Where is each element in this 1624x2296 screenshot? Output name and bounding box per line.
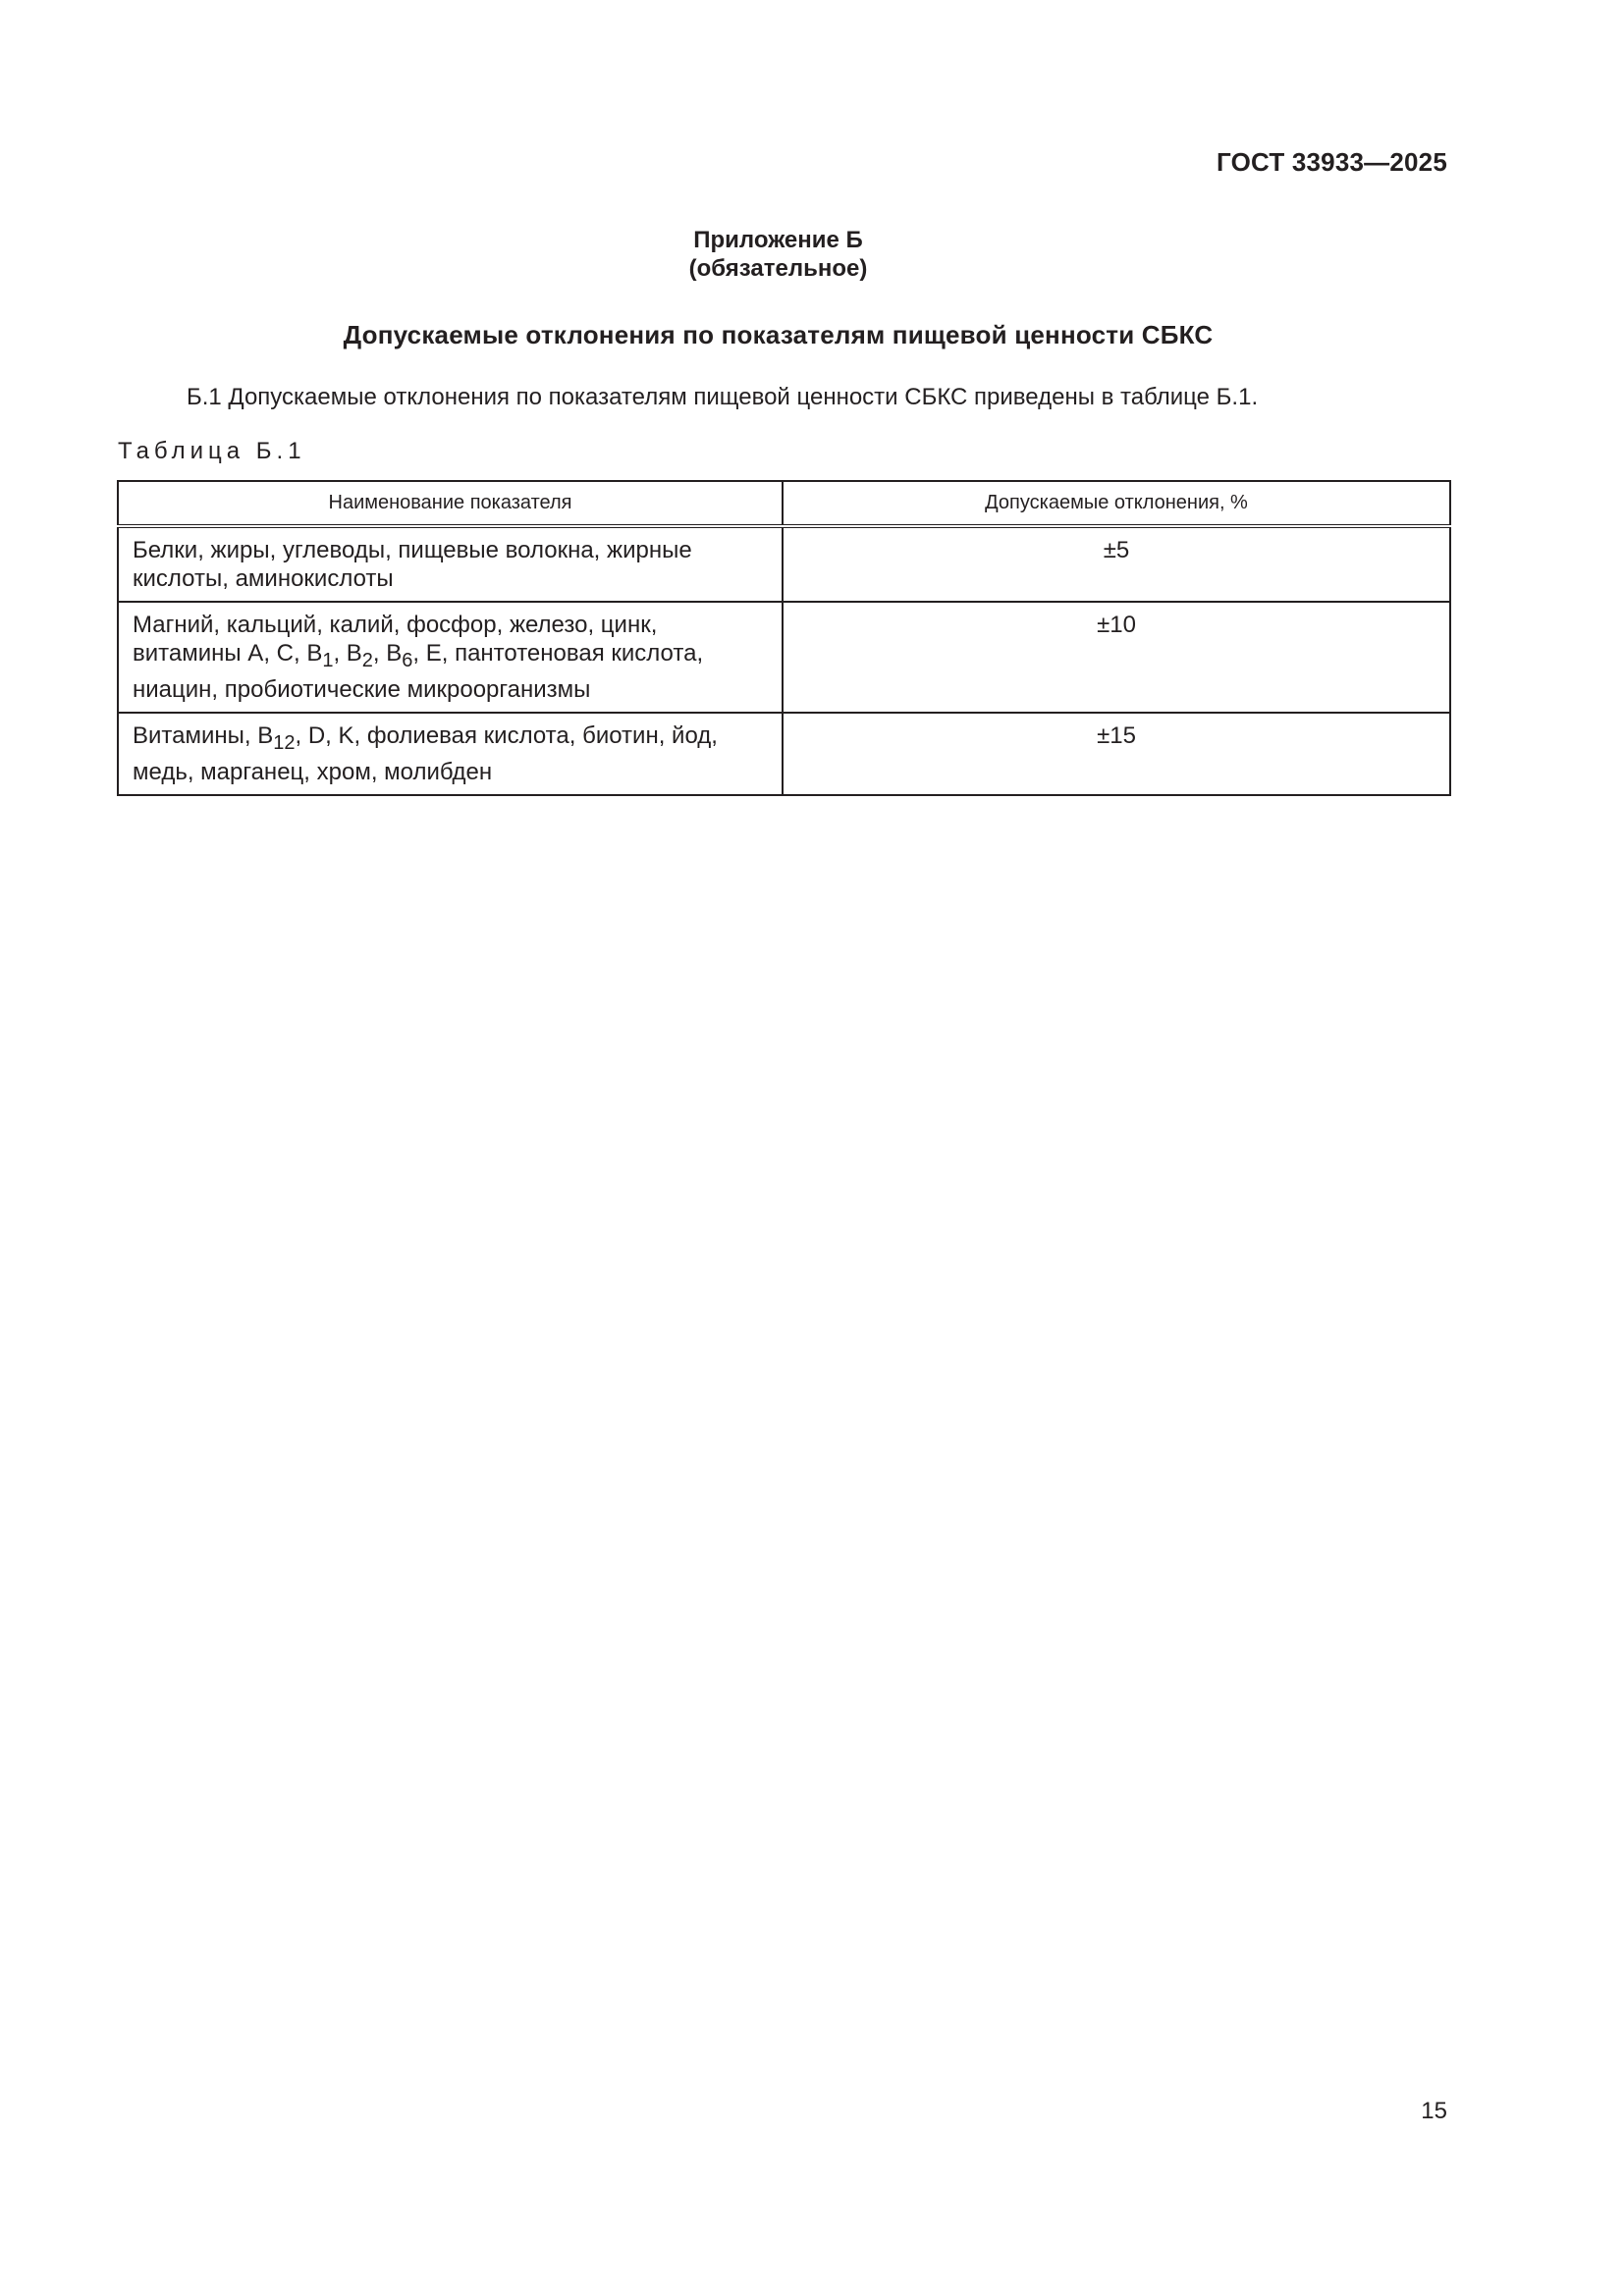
indicator-text: , B bbox=[333, 640, 362, 667]
indicator-name-cell bbox=[118, 713, 783, 795]
column-header-name: Наименование показателя bbox=[118, 481, 783, 526]
deviations-table bbox=[117, 480, 1451, 796]
column-header-deviation: Допускаемые отклонения, % bbox=[783, 481, 1450, 526]
indicator-name-cell bbox=[118, 602, 783, 713]
deviation-value-cell: ±10 bbox=[783, 602, 1450, 713]
table-caption: Таблица Б.1 bbox=[118, 438, 306, 464]
table-row bbox=[118, 602, 1450, 713]
page-number: 15 bbox=[1421, 2098, 1447, 2124]
indicator-text: Витамины, B bbox=[133, 721, 274, 749]
section-title: Допускаемые отклонения по показателям пищевой ценности СБКС bbox=[343, 320, 1214, 349]
appendix-heading bbox=[0, 226, 1556, 283]
table-row bbox=[118, 526, 1450, 602]
subscript: 12 bbox=[273, 731, 296, 754]
subscript: 6 bbox=[402, 649, 413, 671]
subscript: 2 bbox=[361, 649, 373, 671]
deviation-value-cell: ±15 bbox=[783, 713, 1450, 795]
table-header-row bbox=[118, 481, 1450, 526]
indicator-text: , E, пантотеновая кислота, ниацин, пробиотические микроорганизмы bbox=[133, 640, 704, 703]
appendix-title: Приложение Б bbox=[693, 227, 863, 253]
indicator-text: , D, K, фолиевая кислота, биотин, йод, медь, марганец, хром, молибден bbox=[133, 721, 718, 785]
deviation-value-cell: ±5 bbox=[783, 526, 1450, 602]
table-row bbox=[118, 713, 1450, 795]
indicator-text: , B bbox=[372, 640, 403, 667]
document-code: ГОСТ 33933—2025 bbox=[1217, 147, 1447, 177]
subscript: 1 bbox=[322, 649, 334, 671]
intro-paragraph: Б.1 Допускаемые отклонения по показателям пищевой ценности СБКС приведены в таблице Б.1. bbox=[187, 384, 1259, 410]
indicator-name-cell bbox=[118, 526, 783, 602]
indicator-text: Магний, кальций, калий, фосфор, железо, цинк, витамины A, C, B bbox=[133, 612, 658, 667]
indicator-text: Белки, жиры, углеводы, пищевые волокна, жирные кислоты, аминокислоты bbox=[133, 537, 692, 592]
appendix-status: (обязательное) bbox=[688, 255, 868, 282]
